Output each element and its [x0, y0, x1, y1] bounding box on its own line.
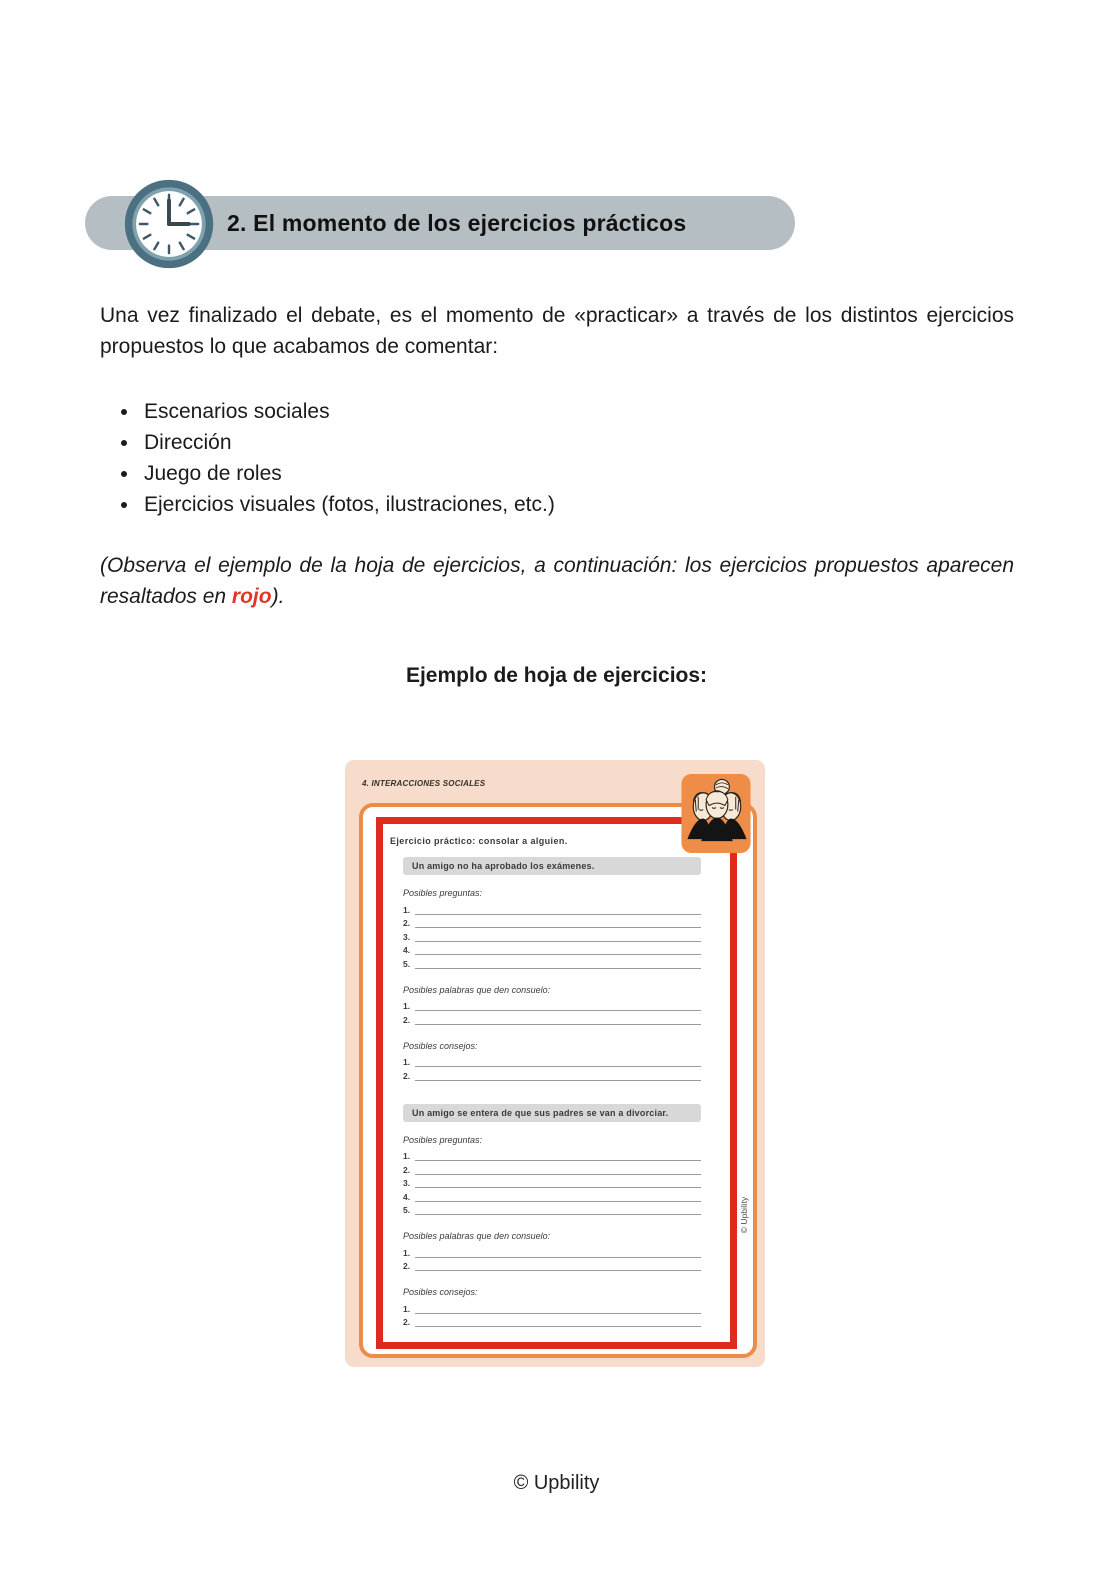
write-line	[415, 1317, 701, 1327]
write-line	[415, 932, 701, 942]
worksheet-scenario	[389, 1104, 706, 1328]
group-label: Posibles consejos:	[403, 1287, 478, 1297]
question-group	[403, 1041, 701, 1081]
question-group	[403, 1231, 701, 1271]
answer-line	[403, 928, 701, 942]
note-text-after: ).	[271, 585, 285, 608]
line-number: 2.	[403, 1014, 411, 1025]
line-number: 4.	[403, 1191, 411, 1202]
write-line	[415, 1261, 701, 1271]
write-line	[415, 959, 701, 969]
clock-icon	[122, 177, 216, 271]
answer-line	[403, 1314, 701, 1328]
answer-line	[403, 1175, 701, 1189]
question-group	[403, 1287, 701, 1327]
answer-line	[403, 1188, 701, 1202]
write-line	[415, 1304, 701, 1314]
question-group	[403, 985, 701, 1025]
bullet-item: • Escenarios sociales	[140, 396, 555, 427]
worksheet-example	[345, 760, 765, 1367]
line-number: 1.	[403, 1247, 411, 1258]
scenario-prompt: Un amigo no ha aprobado los exámenes.	[403, 857, 701, 875]
answer-line	[403, 942, 701, 956]
scenario-groups	[389, 888, 706, 1081]
note-highlight-red: rojo	[231, 585, 272, 608]
write-line	[415, 1151, 701, 1161]
bullet-list	[114, 396, 555, 520]
answer-line	[403, 1161, 701, 1175]
line-number: 5.	[403, 958, 411, 969]
section-title: 2. El momento de los ejercicios prácticos	[227, 209, 687, 236]
question-group	[403, 888, 701, 969]
people-hugging-icon	[681, 774, 751, 853]
write-line	[415, 1248, 701, 1258]
group-label: Posibles preguntas:	[403, 888, 483, 898]
answer-line	[403, 1148, 701, 1162]
write-line	[415, 1165, 701, 1175]
worksheet-exercise-title: Ejercicio práctico: consolar a alguien.	[390, 836, 568, 846]
write-line	[415, 905, 701, 915]
line-number: 2.	[403, 1261, 411, 1271]
answer-line	[403, 1300, 701, 1314]
bullet-item: • Juego de roles	[140, 458, 555, 489]
answer-line	[403, 1202, 701, 1216]
group-label: Posibles preguntas:	[403, 1134, 483, 1145]
note-paragraph	[100, 550, 1014, 612]
answer-line	[403, 901, 701, 915]
scenario-groups	[389, 1135, 706, 1328]
bullet-item: • Dirección	[140, 427, 555, 458]
line-number: 3.	[403, 931, 411, 942]
worksheet-red-highlight-box	[376, 817, 737, 1349]
worksheet-section-label: 4. INTERACCIONES SOCIALES	[362, 779, 486, 788]
answer-line	[403, 1244, 701, 1258]
line-number: 1.	[403, 1057, 411, 1067]
line-number: 2.	[403, 1317, 411, 1327]
group-label: Posibles consejos:	[403, 1040, 478, 1051]
answer-line	[403, 1054, 701, 1068]
question-group	[403, 1135, 701, 1216]
bullet-item: • Ejercicios visuales (fotos, ilustraciones, etc.)	[140, 489, 555, 520]
answer-line	[403, 1067, 701, 1081]
line-number: 2.	[403, 918, 411, 928]
write-line	[415, 945, 701, 955]
write-line	[415, 918, 701, 928]
write-line	[415, 1071, 701, 1081]
worksheet-copyright-vertical: © Upbility	[739, 1196, 749, 1234]
scenario-prompt: Un amigo se entera de que sus padres se van a divorciar.	[403, 1104, 701, 1122]
line-number: 3.	[403, 1178, 411, 1188]
line-number: 1.	[403, 1151, 411, 1161]
line-number: 2.	[403, 1164, 411, 1175]
intro-paragraph: Una vez finalizado el debate, es el momento de «practicar» a través de los distintos ejercicios propuestos lo que acabamos de comentar:	[100, 304, 1014, 358]
write-line	[415, 1192, 701, 1202]
group-label: Posibles palabras que den consuelo:	[403, 1231, 551, 1241]
example-heading: Ejemplo de hoja de ejercicios:	[405, 664, 708, 687]
group-label: Posibles palabras que den consuelo:	[403, 984, 551, 995]
write-line	[415, 1178, 701, 1188]
worksheet-scenario	[389, 857, 706, 1081]
line-number: 1.	[403, 904, 411, 915]
answer-line	[403, 915, 701, 929]
write-line	[415, 1001, 701, 1011]
line-number: 2.	[403, 1070, 411, 1081]
write-line	[415, 1015, 701, 1025]
line-number: 1.	[403, 1001, 411, 1011]
line-number: 1.	[403, 1303, 411, 1314]
worksheet-orange-frame	[359, 803, 757, 1358]
write-line	[415, 1205, 701, 1215]
write-line	[415, 1057, 701, 1067]
answer-line	[403, 955, 701, 969]
line-number: 4.	[403, 945, 411, 955]
answer-line	[403, 998, 701, 1012]
page-footer: © Upbility	[513, 1472, 600, 1494]
note-text-before: (Observa el ejemplo de la hoja de ejercicios, a continuación: los ejercicios propuestos aparecen resaltados en	[100, 554, 1014, 608]
answer-line	[403, 1011, 701, 1025]
answer-line	[403, 1258, 701, 1272]
line-number: 5.	[403, 1205, 411, 1215]
